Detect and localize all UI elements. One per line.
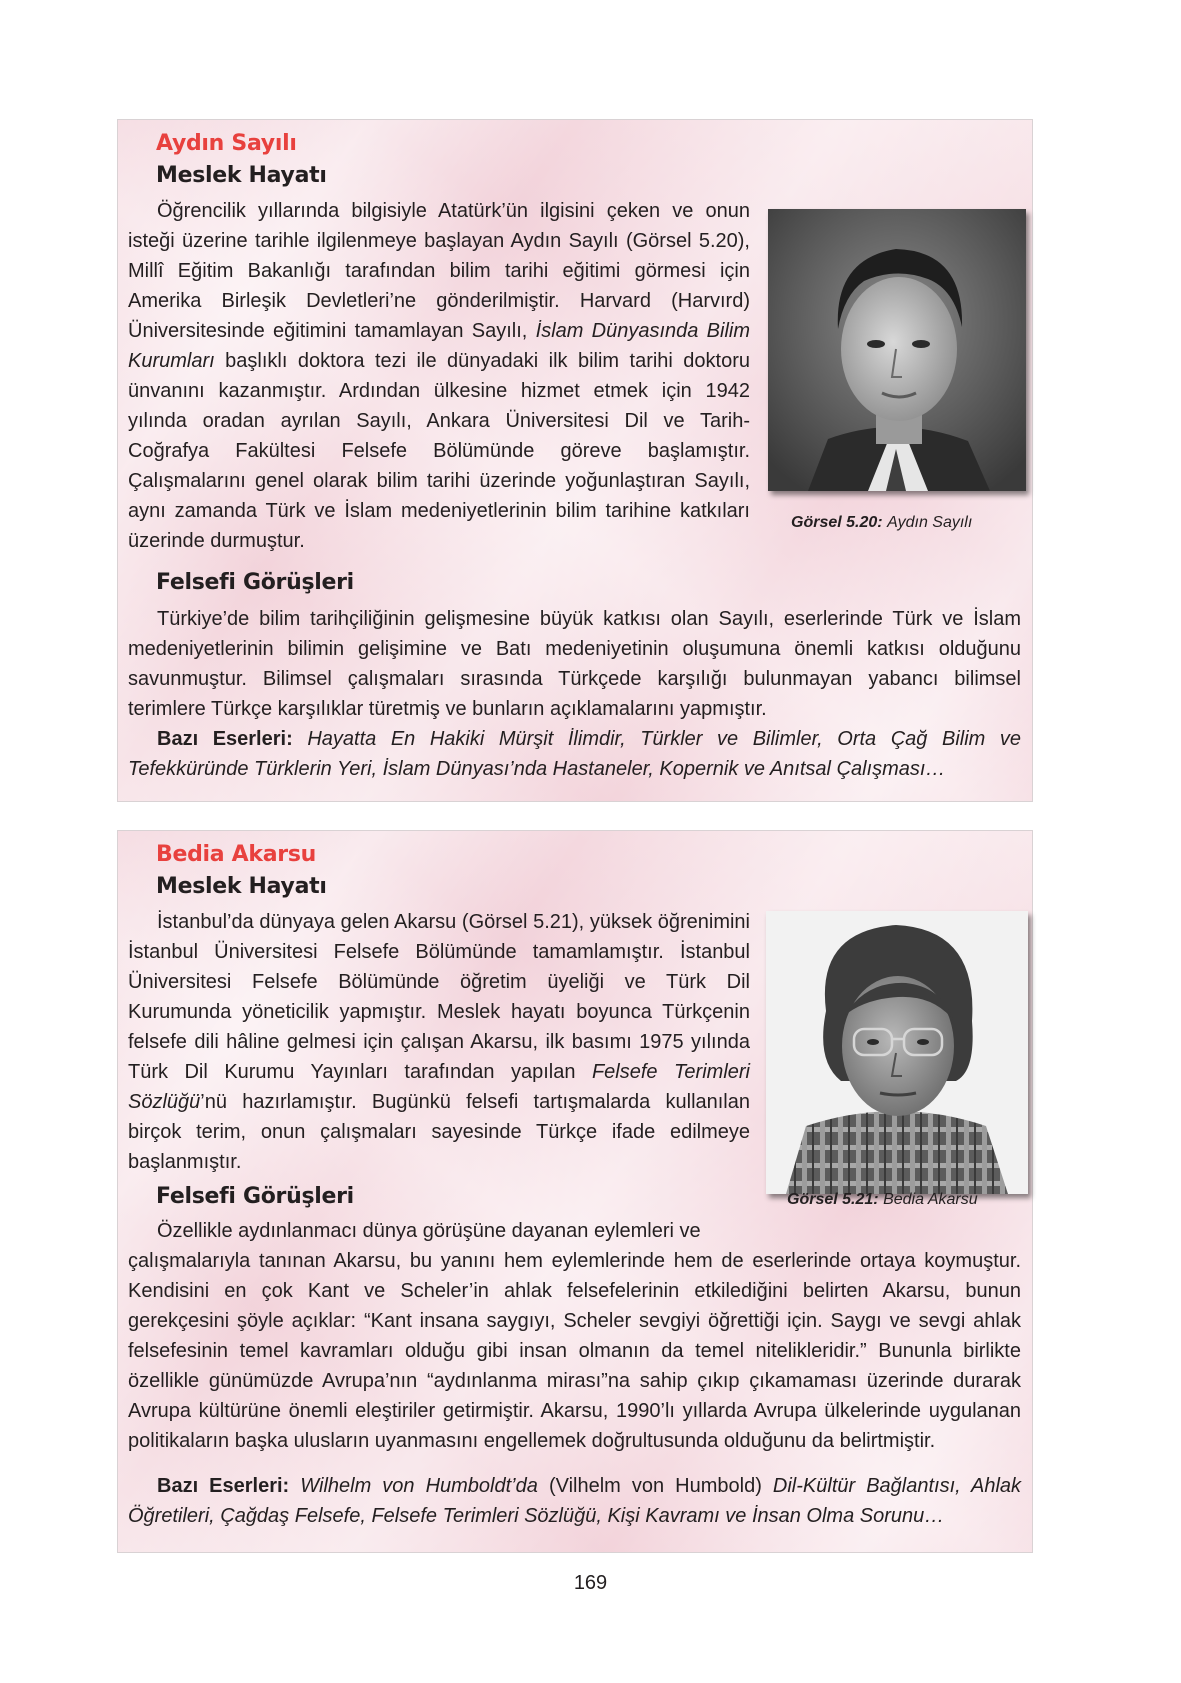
- views-heading: Felsefi Görüşleri: [156, 1184, 354, 1209]
- career-heading: Meslek Hayatı: [156, 163, 327, 188]
- career-paragraph: İstanbul’da dünyaya gelen Akarsu (Görsel 5.21), yüksek öğrenimini İstanbul Üniversitesi Felsefe Bölümünde tamamlamıştır. İstanbul Üniversitesi Felsefe Bölümünde öğretim üyeliği ve Türk Dil Kurumunda yöneticilik yapmıştır. Meslek hayatı boyunca Türkçenin felsefe dili hâline gelmesi için çalışan Akarsu, ilk basımı 1975 yılında Türk Dil Kurumu Yayınları tarafından yapılan Felsefe Terimleri Sözlüğü’nü hazırlamıştır. Bugünkü felsefi tartışmalarda kullanılan birçok terim, onun çalışmaları sayesinde Türkçe ifade edilmeye başlanmıştır.: [128, 911, 750, 1173]
- works-paragraph: [128, 724, 1021, 784]
- person-name: Bedia Akarsu: [156, 842, 316, 867]
- portrait-icon: [768, 209, 1026, 491]
- thesis-title: İslam Dünyasında Bilim Kurumları: [128, 320, 751, 372]
- career-heading: Meslek Hayatı: [156, 874, 327, 899]
- aydin-sayili-photo: [768, 209, 1026, 491]
- page-number: 169: [573, 1572, 608, 1594]
- works-label: Bazı Eserleri:: [157, 1475, 290, 1497]
- views-paragraph: Özellikle aydınlanmacı dünya görüşüne dayanan eylemleri ve çalışmalarıyla tanınan Akarsu, bu yanını hem eylemlerinde hem de eserlerinde ortaya koymuştur. Kendisini en çok Kant ve Scheler’in ahlak felsefelerinin etkilediğini belirten Akarsu, bunun gerekçesini şöyle açıklar: “Kant insana saygıyı, Scheler sevgiyi öğrettiği için. Saygı ve sevgi ahlak felsefesinin temel kavramları olduğu gibi insan olmanın da temel nitelikleridir.” Bununla birlikte özellikle günümüzde Avrupa’nın “aydınlanma mirası”na sahip çıkıp çıkamaması üzerinde durarak Avrupa kültürüne önemli eleştiriler getirmiştir. Akarsu, 1990’lı yıllarda Avrupa ülkelerinde uygulanan politikaların başka ulusların uyanmasını engellemek doğrultusunda olduğunu da belirtmiştir.: [128, 1220, 1021, 1452]
- dictionary-title: Felsefe Terimleri Sözlüğü: [128, 1061, 750, 1113]
- career-paragraph: Öğrencilik yıllarında bilgisiyle Atatürk’ün ilgisini çeken ve onun isteği üzerine tarihle ilgilenmeye başlayan Aydın Sayılı (Görsel 5.20), Millî Eğitim Bakanlığı tarafından bilim tarihi eğitimi görmesi için Amerika Birleşik Devletleri’ne gönderilmiştir. Harvard (Harvırd) Üniversitesinde eğitimini tamamlayan Sayılı, İslam Dünyasında Bilim Kurumları başlıklı doktora tezi ile dünyadaki ilk bilim tarihi doktoru ünvanını kazanmıştır. Ardından ülkesine hizmet etmek için 1942 yılında oradan ayrılan Sayılı, Ankara Üniversitesi Dil ve Tarih-Coğrafya Fakültesi Felsefe Bölümünde göreve başlamıştır. Çalışmalarını genel olarak bilim tarihi üzerinde yoğunlaştıran Sayılı, aynı zamanda Türk ve İslam medeniyetlerinin bilim tarihine katkıları üzerinde durmuştur.: [128, 200, 751, 552]
- works-paragraph: Bazı Eserleri: Wilhelm von Humboldt’da (Vilhelm von Humbold) Dil-Kültür Bağlantısı, Ahlak Öğretileri, Çağdaş Felsefe, Felsefe Terimleri Sözlüğü, Kişi Kavramı ve İnsan Olma Sorunu…: [128, 1475, 1022, 1527]
- works-label: Bazı Eserleri:: [157, 728, 293, 750]
- bedia-akarsu-section: [117, 830, 1033, 1553]
- bedia-akarsu-photo: [766, 911, 1028, 1194]
- person-name: Aydın Sayılı: [156, 131, 297, 156]
- photo-caption: Görsel 5.21: Bedia Akarsu: [787, 1191, 978, 1208]
- portrait-icon: [766, 911, 1028, 1194]
- views-heading: Felsefi Görüşleri: [156, 570, 354, 595]
- views-paragraph: Türkiye’de bilim tarihçiliğinin gelişmesine büyük katkısı olan Sayılı, eserlerinde Türk ve İslam medeniyetlerinin bilimin gelişimine ve Batı medeniyetinin oluşumuna önemli katkısı olduğunu savunmuştur. Bilimsel çalışmaları sırasında Türkçede karşılığı bulunmayan yabancı bilimsel terimlere Türkçe karşılıklar türetmiş ve bunların açıklamalarını yapmıştır.: [128, 608, 1021, 720]
- works-list: Hayatta En Hakiki Mürşit İlimdir, Türkler ve Bilimler, Orta Çağ Bilim ve Tefekküründe Türklerin Yeri, İslam Dünyası’nda Hastaneler, Kopernik ve Anıtsal Çalışması…: [128, 728, 1022, 780]
- photo-caption: Görsel 5.20: Aydın Sayılı: [791, 514, 973, 531]
- aydin-sayili-section: [117, 119, 1033, 802]
